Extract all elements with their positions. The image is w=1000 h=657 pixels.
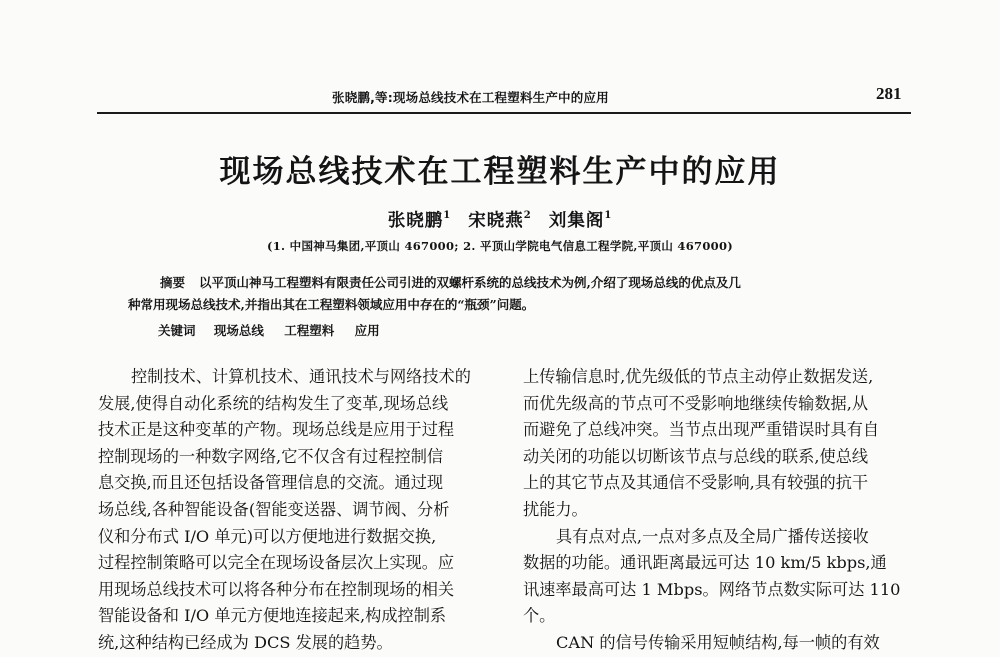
keyword: 工程塑料 xyxy=(284,323,335,338)
abstract-line: 种常用现场总线技术,并指出其在工程塑料领域应用中存在的“瓶颈”问题。 xyxy=(128,297,535,312)
keyword: 现场总线 xyxy=(213,323,264,338)
body-line: 发展,使得自动化系统的结构发生了变革,现场总线 xyxy=(98,393,449,413)
page-number: 281 xyxy=(876,84,902,103)
abstract xyxy=(128,272,898,316)
body-line: CAN 的信号传输采用短帧结构,每一帧的有效 xyxy=(556,632,880,652)
author xyxy=(468,211,541,231)
author-affil-mark: 2 xyxy=(523,210,532,221)
body-line: 具有点对点,一点对多点及全局广播传送接收 xyxy=(556,526,869,546)
keyword: 应用 xyxy=(354,323,380,338)
author-name: 张晓鹏 xyxy=(387,211,444,231)
body-line: 息交换,而且还包括设备管理信息的交流。通过现 xyxy=(98,473,444,493)
body-line: 控制技术、计算机技术、通讯技术与网络技术的 xyxy=(131,367,471,386)
body-line: 统,这种结构已经成为 DCS 发展的趋势。 xyxy=(98,632,393,652)
paper-title: 现场总线技术在工程塑料生产中的应用 xyxy=(219,154,781,190)
author-list xyxy=(0,207,1000,232)
keywords xyxy=(158,321,396,339)
body-line: 上传输信息时,优先级低的节点主动停止数据发送, xyxy=(523,367,874,386)
body-line: 而避免了总线冲突。当节点出现严重错误时具有自 xyxy=(523,420,880,440)
body-line: 仪和分布式 I/O 单元)可以方便地进行数据交换, xyxy=(98,526,437,546)
body-column-left xyxy=(98,364,471,657)
body-line: 智能设备和 I/O 单元方便地连接起来,构成控制系 xyxy=(98,606,447,626)
affiliations: (1. 中国神马集团,平顶山 467000; 2. 平顶山学院电气信息工程学院,平顶山 467000) xyxy=(267,239,733,253)
author-affil-mark: 1 xyxy=(604,210,613,221)
body-column-right xyxy=(523,364,900,657)
abstract-line xyxy=(128,272,898,294)
body-line: 动关闭的功能以切断该节点与总线的联系,使总线 xyxy=(523,446,869,466)
keywords-label: 关键词 xyxy=(158,323,196,338)
header-rule xyxy=(97,112,911,114)
body-line: 场总线,各种智能设备(智能变送器、调节阀、分析 xyxy=(98,499,450,519)
body-line: 用现场总线技术可以将各种分布在控制现场的相关 xyxy=(98,579,455,599)
running-header: 张晓鹏,等:现场总线技术在工程塑料生产中的应用 xyxy=(332,90,609,105)
body-line: 数据的功能。通讯距离最远可达 10 km/5 kbps,通 xyxy=(523,553,887,573)
author-name: 刘集阁 xyxy=(548,211,605,231)
author-affil-mark: 1 xyxy=(443,210,452,221)
body-line: 个。 xyxy=(523,606,556,626)
author-name: 宋晓燕 xyxy=(468,211,524,231)
body-line: 而优先级高的节点可不受影响地继续传输数据,从 xyxy=(523,393,869,413)
author xyxy=(549,211,612,231)
body-line: 技术正是这种变革的产物。现场总线是应用于过程 xyxy=(98,420,455,440)
body-line: 上的其它节点及其通信不受影响,具有较强的抗干 xyxy=(523,473,869,493)
body-line: 控制现场的一种数字网络,它不仅含有过程控制信 xyxy=(98,446,444,466)
abstract-text: 以平顶山神马工程塑料有限责任公司引进的双螺杆系统的总线技术为例,介绍了现场总线的优点及几 xyxy=(199,275,741,290)
body-line: 讯速率最高可达 1 Mbps。网络节点数实际可达 110 xyxy=(523,579,901,599)
body-line: 过程控制策略可以完全在现场设备层次上实现。应 xyxy=(98,553,455,573)
abstract-label: 摘要 xyxy=(160,275,186,290)
author xyxy=(388,211,461,231)
body-line: 扰能力。 xyxy=(523,499,588,519)
